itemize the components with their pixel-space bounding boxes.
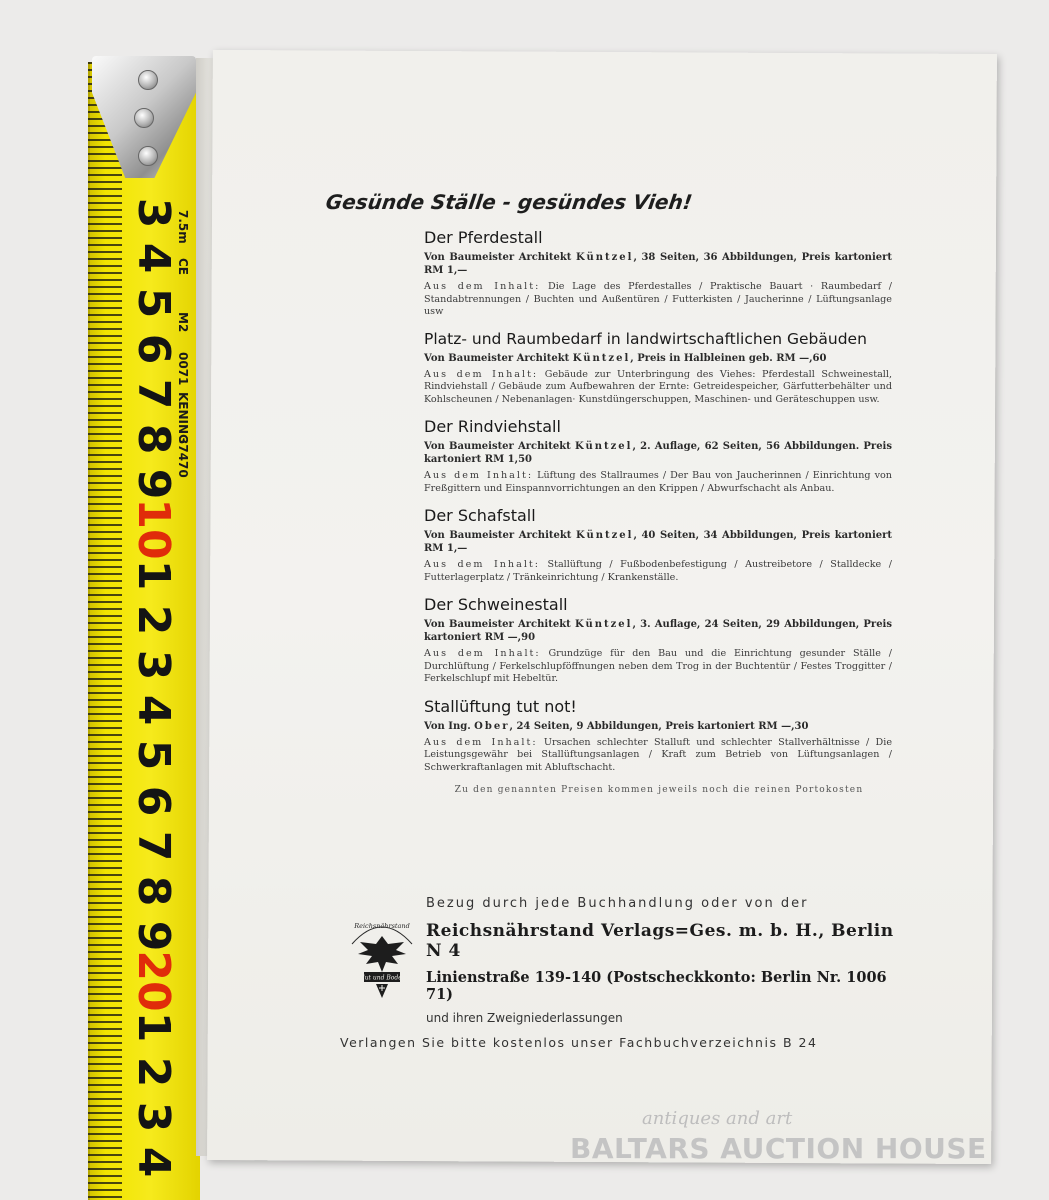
tape-number: 20 bbox=[128, 950, 179, 1012]
contents-label: Aus dem Inhalt: bbox=[424, 736, 538, 748]
book-details: , 40 Seiten, 34 Abbildungen, Preis kartoniert RM 1,— bbox=[424, 530, 892, 554]
book-contents bbox=[424, 369, 892, 407]
tape-number: 10 bbox=[128, 498, 179, 560]
book-meta bbox=[424, 618, 892, 644]
book-entry bbox=[424, 595, 892, 686]
advertisement-block bbox=[326, 190, 892, 795]
tape-number: 9 bbox=[128, 920, 179, 952]
tape-number: 7 bbox=[128, 830, 179, 862]
contents-label: Aus dem Inhalt: bbox=[424, 559, 540, 570]
book-entry bbox=[424, 417, 892, 495]
tape-number: 9 bbox=[128, 468, 179, 500]
tape-label: 7.5m bbox=[176, 210, 190, 244]
book-meta bbox=[424, 529, 892, 555]
author-prefix: Von Baumeister Architekt bbox=[424, 619, 571, 630]
book-title: Der Pferdestall bbox=[424, 228, 543, 247]
book-entry bbox=[424, 506, 892, 584]
contents-label: Aus dem Inhalt: bbox=[424, 648, 541, 659]
author-prefix: Von Baumeister Architekt bbox=[424, 441, 571, 452]
tape-number: 5 bbox=[128, 740, 179, 771]
book-meta bbox=[424, 720, 892, 733]
book-contents bbox=[424, 559, 892, 584]
book-contents bbox=[424, 648, 892, 686]
tape-label: CE bbox=[176, 258, 190, 276]
contents-label: Aus dem Inhalt: bbox=[424, 281, 541, 292]
author-name: Küntzel bbox=[575, 530, 634, 541]
tape-number: 4 bbox=[128, 694, 179, 726]
tape-number: 5 bbox=[128, 288, 179, 319]
tape-label: 0071 bbox=[176, 352, 190, 386]
tape-label: M2 bbox=[176, 312, 190, 333]
tape-rivet bbox=[138, 70, 158, 90]
contents-text: Grundzüge für den Bau und die Einrichtung gesunder Ställe / Durchlüftung / Ferkelschlupföffnungen neben dem Trog in der Buchtentür / Festes Troggitter / Ferkelschlupf mit Hebeltür. bbox=[424, 648, 892, 684]
book-entry bbox=[424, 697, 892, 775]
page-heading: Gesünde Ställe - gesündes Vieh! bbox=[324, 190, 694, 214]
book-details: , 24 Seiten, 9 Abbildungen, Preis kartoniert RM —,30 bbox=[509, 720, 809, 732]
book-entry bbox=[424, 228, 892, 319]
svg-text:Blut und Boden: Blut und Boden bbox=[358, 974, 406, 982]
book-title: Der Rindviehstall bbox=[424, 417, 561, 436]
book-contents bbox=[424, 737, 892, 775]
contents-text: Gebäude zur Unterbringung des Viehes: Pferdestall Schweinestall, Rindviehstall / Gebäude zum Aufbewahren der Ernte: Getreidespeicher, Gärfutterbehälter und Kohlscheunen / Nebenanlagen· Kunstdüngerschuppen, Maschinen- und Geräteschuppen usw. bbox=[424, 368, 892, 405]
book-contents bbox=[424, 281, 892, 319]
publisher-intro: Bezug durch jede Buchhandlung oder von der bbox=[426, 896, 809, 911]
tape-number: 1 bbox=[128, 559, 179, 590]
watermark-name: BALTARS AUCTION HOUSE bbox=[570, 1132, 987, 1165]
publisher-branches: und ihren Zweigniederlassungen bbox=[426, 1011, 623, 1025]
tape-rivet bbox=[134, 108, 154, 128]
book-title: Stallüftung tut not! bbox=[424, 696, 577, 716]
contents-label: Aus dem Inhalt: bbox=[424, 368, 539, 380]
contents-text: Die Lage des Pferdestalles / Praktische Bauart · Raumbedarf / Standabtrennungen / Buchten und Außentüren / Futterkisten / Jaucherinne / Lüftungsanlage usw bbox=[424, 281, 893, 317]
publisher-name: Reichsnährstand Verlags=Ges. m. b. H., Berlin N 4 bbox=[426, 921, 894, 961]
tape-number: 8 bbox=[128, 875, 179, 907]
contents-text: Stallüftung / Fußbodenbefestigung / Austreibetore / Stalldecke / Futterlagerplatz / Tränkeinrichtung / Krankenställe. bbox=[424, 559, 892, 583]
tape-label: 37470 bbox=[176, 436, 190, 478]
auction-watermark bbox=[570, 1108, 987, 1168]
book-entry bbox=[424, 330, 892, 407]
tape-number: 4 bbox=[128, 1146, 179, 1178]
contents-text: Lüftung des Stallraumes / Der Bau von Jaucherinnen / Einrichtung von Freßgittern und Einspannvorrichtungen an den Krippen / Abwurfschacht als Anbau. bbox=[424, 470, 892, 494]
tape-number: 3 bbox=[128, 649, 179, 681]
author-prefix: Von Baumeister Architekt bbox=[424, 530, 572, 541]
book-details: , 2. Auflage, 62 Seiten, 56 Abbildungen. Preis kartoniert RM 1,50 bbox=[424, 441, 892, 465]
publisher-block bbox=[340, 896, 900, 1050]
book-list bbox=[326, 228, 892, 774]
book-details: , 38 Seiten, 36 Abbildungen, Preis kartoniert RM 1,— bbox=[424, 252, 892, 276]
watermark-tagline: antiques and art bbox=[642, 1108, 793, 1129]
tape-number: 2 bbox=[128, 1056, 179, 1088]
book-title: Der Schweinestall bbox=[424, 595, 568, 614]
contents-text: Ursachen schlechter Stalluft und schlechter Stallverhältnisse / Die Leistungsgewähr bei Stallüftungsanlagen / Kraft zum Betrieb von Lüftungsanlagen / Schwerkraftanlagen mit Abluftschacht. bbox=[424, 736, 892, 773]
book-details: , Preis in Halbleinen geb. RM —,60 bbox=[630, 352, 827, 364]
tape-number: 3 bbox=[128, 1101, 179, 1133]
svg-text:Reichsnährstand: Reichsnährstand bbox=[354, 922, 410, 930]
book-meta bbox=[424, 352, 892, 365]
tape-rivet bbox=[138, 146, 158, 166]
tape-number: 4 bbox=[128, 242, 179, 274]
author-name: Küntzel bbox=[575, 252, 634, 263]
author-prefix: Von Baumeister Architekt bbox=[424, 252, 572, 263]
catalog-request: Verlangen Sie bitte kostenlos unser Fachbuchverzeichnis B 24 bbox=[340, 1035, 818, 1050]
book-title: Der Schafstall bbox=[424, 506, 536, 525]
tape-number: 1 bbox=[128, 1011, 179, 1042]
book-details: , 3. Auflage, 24 Seiten, 29 Abbildungen, Preis kartoniert RM —,90 bbox=[424, 619, 892, 643]
book-contents bbox=[424, 470, 892, 495]
tape-number: 2 bbox=[128, 604, 179, 636]
author-name: Küntzel bbox=[574, 441, 633, 452]
postage-note: Zu den genannten Preisen kommen jeweils noch die reinen Portokosten bbox=[454, 785, 864, 795]
book-title: Platz- und Raumbedarf in landwirtschaftlichen Gebäuden bbox=[424, 329, 867, 348]
tape-number: 6 bbox=[128, 785, 179, 816]
book-meta bbox=[424, 251, 892, 277]
author-name: Küntzel bbox=[574, 619, 633, 630]
author-prefix: Von Ing. bbox=[424, 720, 471, 732]
book-meta bbox=[424, 440, 892, 466]
tape-number: 3 bbox=[128, 197, 179, 229]
author-prefix: Von Baumeister Architekt bbox=[424, 352, 570, 364]
tape-label: KENING bbox=[176, 392, 190, 444]
publisher-address: Linienstraße 139-140 (Postscheckkonto: Berlin Nr. 1006 71) bbox=[426, 969, 887, 1003]
tape-ticks bbox=[88, 62, 122, 1200]
tape-number: 6 bbox=[128, 333, 179, 364]
tape-number: 7 bbox=[128, 378, 179, 410]
author-name: Küntzel bbox=[572, 352, 631, 364]
author-name: Ober bbox=[474, 720, 510, 732]
contents-label: Aus dem Inhalt: bbox=[424, 470, 534, 481]
tape-number: 8 bbox=[128, 423, 179, 455]
